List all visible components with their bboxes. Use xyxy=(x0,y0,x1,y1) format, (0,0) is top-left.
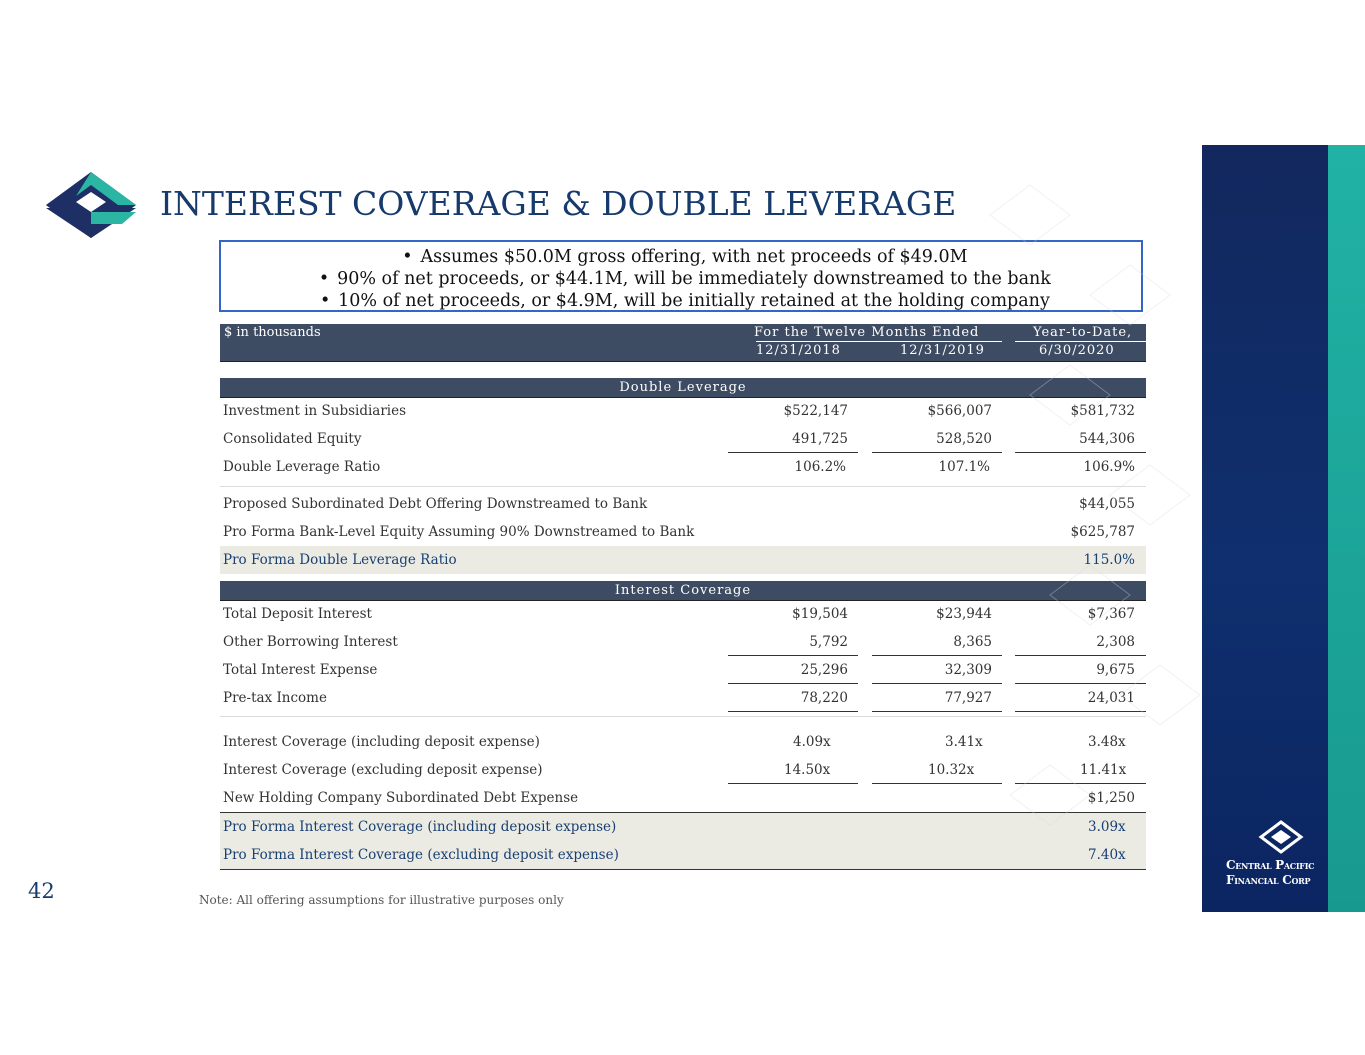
bullet-item: • 10% of net proceeds, or $4.9M, will be initially retained at the holding company xyxy=(319,291,1050,311)
table-row: New Holding Company Subordinated Debt Expense $1,250 xyxy=(223,790,1135,806)
page-title: INTEREST COVERAGE & DOUBLE LEVERAGE xyxy=(160,184,957,223)
table-row-highlighted: Pro Forma Interest Coverage (including deposit expense) 3.09x xyxy=(220,813,1146,841)
ytd-label: Year-to-Date, xyxy=(1033,325,1133,340)
table-row: Double Leverage Ratio 106.2% 107.1% 106.9% xyxy=(223,459,1135,475)
brand-name: Central Pacific Financial Corp xyxy=(1226,858,1315,887)
period-group-label: For the Twelve Months Ended xyxy=(754,325,980,340)
table-row: Pro Forma Bank-Level Equity Assuming 90% Downstreamed to Bank $625,787 xyxy=(223,524,1135,540)
company-logo-icon xyxy=(46,172,136,238)
brand-band-accent xyxy=(1328,145,1365,912)
units-label: $ in thousands xyxy=(224,325,321,340)
table-row: Proposed Subordinated Debt Offering Downstreamed to Bank $44,055 xyxy=(223,496,1135,512)
table-row-highlighted: Pro Forma Double Leverage Ratio 115.0% xyxy=(220,546,1146,574)
table-row: Total Deposit Interest $19,504 $23,944 $7,367 xyxy=(223,606,1135,622)
table-row: Total Interest Expense 25,296 32,309 9,675 xyxy=(223,662,1135,678)
column-header-ytd: 6/30/2020 xyxy=(1039,343,1115,358)
cpf-logo-icon xyxy=(1226,820,1336,860)
table-row: Pre-tax Income 78,220 77,927 24,031 xyxy=(223,690,1135,706)
table-row: Investment in Subsidiaries $522,147 $566,007 $581,732 xyxy=(223,403,1135,419)
double-leverage-section-header: Double Leverage xyxy=(220,378,1146,398)
table-row: Interest Coverage (excluding deposit expense) 14.50x 10.32x 11.41x xyxy=(223,762,1127,778)
footnote: Note: All offering assumptions for illustrative purposes only xyxy=(199,893,564,907)
background-pattern-icon xyxy=(830,145,1202,912)
column-header-2019: 12/31/2019 xyxy=(900,343,985,358)
bullet-item: • Assumes $50.0M gross offering, with net proceeds of $49.0M xyxy=(402,247,968,267)
brand-band xyxy=(1202,145,1328,912)
page-number: 42 xyxy=(28,879,55,903)
bullet-item: • 90% of net proceeds, or $44.1M, will be immediately downstreamed to the bank xyxy=(318,269,1051,289)
table-row: Interest Coverage (including deposit expense) 4.09x 3.41x 3.48x xyxy=(223,734,1126,750)
interest-coverage-section-header: Interest Coverage xyxy=(220,581,1146,601)
column-header-2018: 12/31/2018 xyxy=(756,343,841,358)
table-row: Consolidated Equity 491,725 528,520 544,306 xyxy=(223,431,1135,447)
table-row-highlighted: Pro Forma Interest Coverage (excluding deposit expense) 7.40x xyxy=(220,841,1146,869)
table-row: Other Borrowing Interest 5,792 8,365 2,308 xyxy=(223,634,1135,650)
